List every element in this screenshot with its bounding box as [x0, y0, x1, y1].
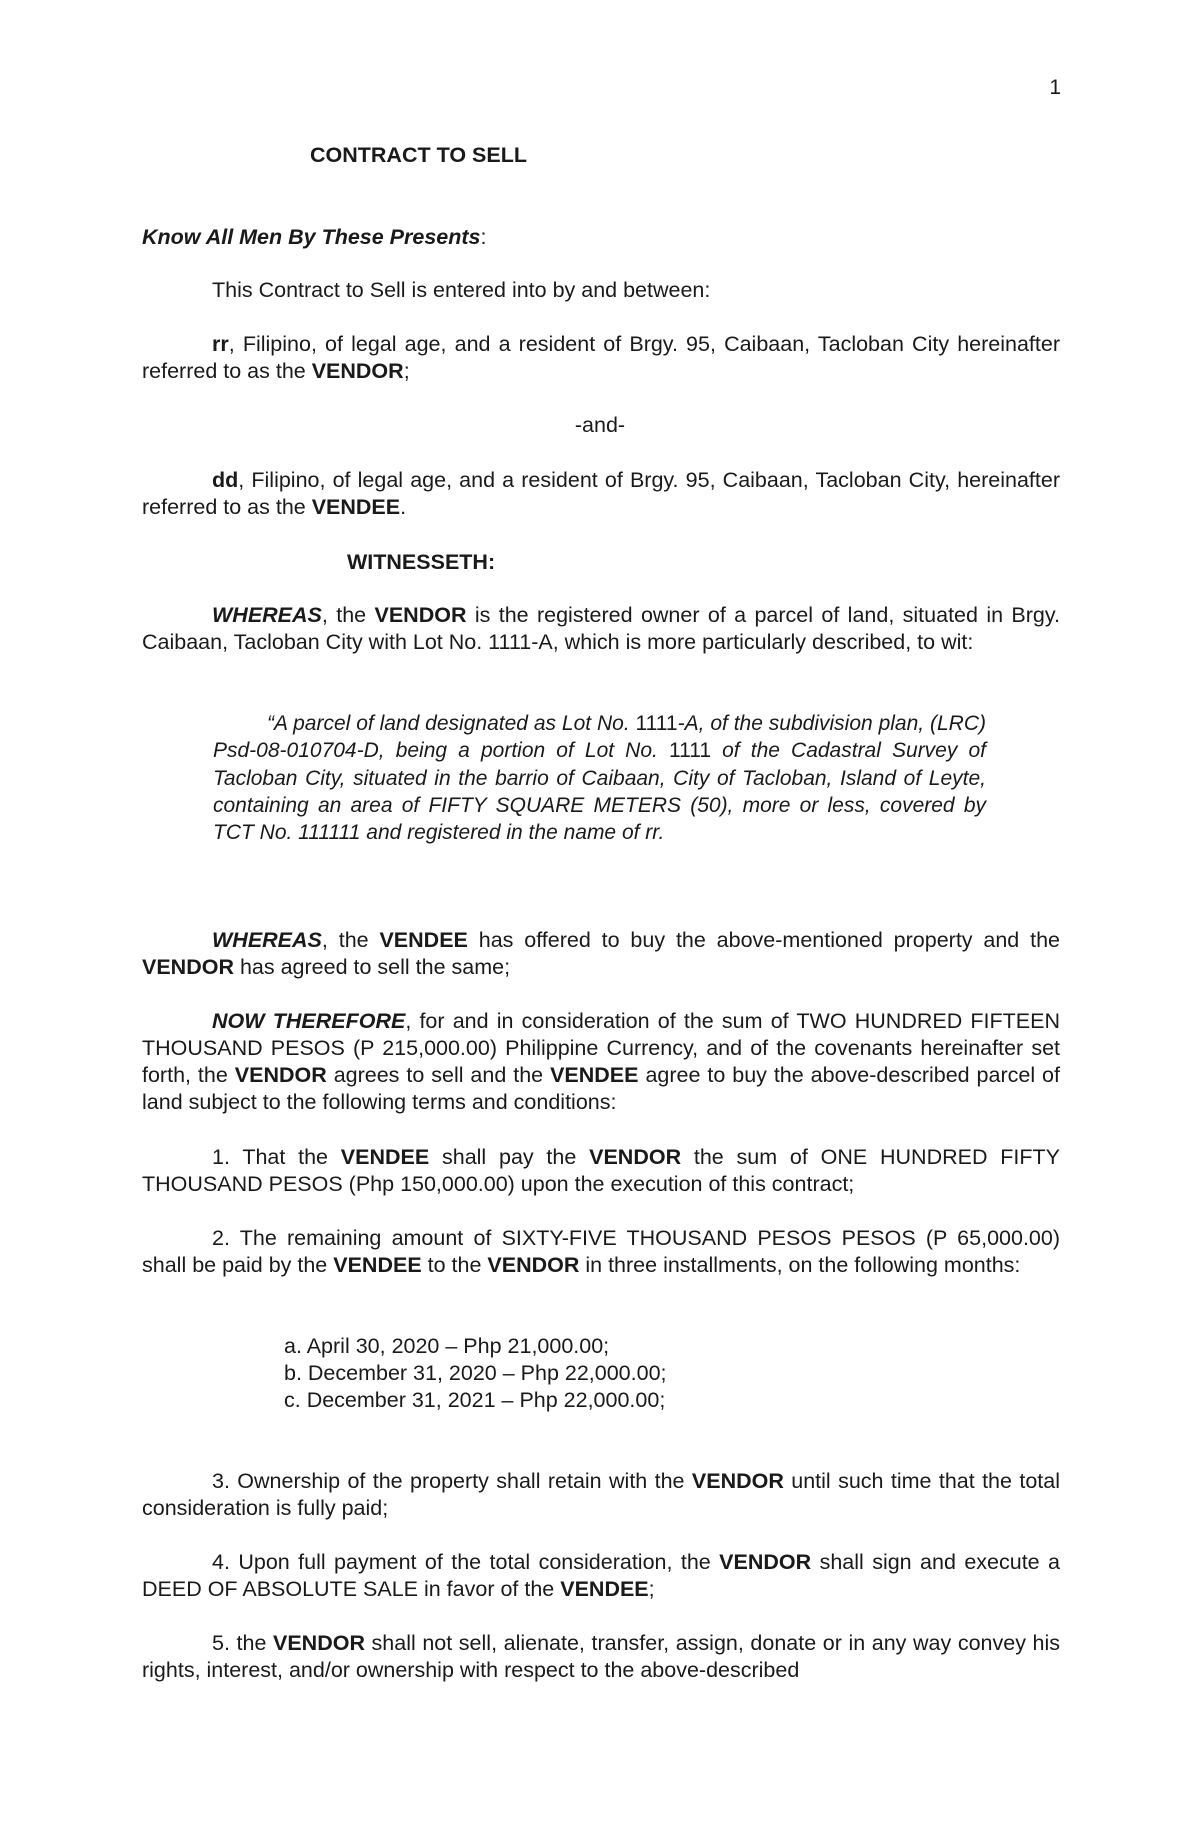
whereas2-text-a: , the — [321, 928, 380, 952]
and-separator: -and- — [574, 413, 626, 437]
whereas-paragraph-2 — [142, 927, 1060, 981]
whereas-paragraph-1 — [142, 602, 1060, 656]
term5-text-a: 5. the — [212, 1631, 273, 1655]
whereas2-text-c: has agreed to sell the same; — [233, 955, 511, 979]
term3-text-a: 3. Ownership of the property shall retain with the — [212, 1469, 692, 1493]
vendor-party-text: , Filipino, of legal age, and a resident of Brgy. 95, Caibaan, Tacloban City hereinafter referred to as the — [142, 332, 1060, 383]
now-therefore-vendee: VENDEE — [550, 1063, 639, 1087]
vendee-name: dd — [212, 468, 239, 492]
lot-number-2: 1111 — [668, 739, 712, 763]
term1-text-c: the sum of ONE HUNDRED FIFTY THOUSAND PESOS (Php 150,000.00) upon the execution of this contract; — [142, 1145, 1060, 1196]
now-therefore-text-c: agree to buy the above-described parcel of land subject to the following terms and conditions: — [142, 1063, 1060, 1114]
whereas2-vendee: VENDEE — [379, 928, 468, 952]
vendee-party-end: . — [400, 495, 407, 519]
know-all-colon: : — [480, 225, 487, 249]
vendor-party-end: ; — [403, 359, 410, 383]
term1-vendee: VENDEE — [340, 1145, 430, 1169]
intro-text: This Contract to Sell is entered into by and between: — [212, 278, 711, 302]
term2-text-b: to the — [421, 1253, 488, 1277]
term4-vendor: VENDOR — [719, 1550, 812, 1574]
term5-text-b: shall not sell, alienate, transfer, assign, donate or in any way convey his rights, interest, and/or ownership with respect to the above-described — [142, 1631, 1061, 1682]
whereas-label: WHEREAS — [212, 603, 322, 627]
now-therefore-text-a: , for and in consideration of the sum of TWO HUNDRED FIFTEEN THOUSAND PESOS (P 215,000.00) Philippine Currency, and of the covenants hereinafter set forth, the — [142, 1009, 1060, 1087]
witnesseth-heading: WITNESSETH: — [347, 550, 496, 574]
term3-vendor: VENDOR — [691, 1469, 784, 1493]
know-all-heading — [142, 224, 487, 251]
description-part-1: “A parcel of land designated as Lot No. — [267, 712, 636, 735]
term4-vendee: VENDEE — [560, 1577, 649, 1601]
term1-text-b: shall pay the — [429, 1145, 590, 1169]
term-2 — [142, 1225, 1060, 1279]
whereas2-vendor: VENDOR — [142, 955, 234, 979]
property-description — [213, 710, 986, 846]
know-all-text: Know All Men By These Presents — [142, 225, 481, 249]
term4-text-c: ; — [648, 1577, 655, 1601]
contract-title: CONTRACT TO SELL — [310, 143, 527, 167]
description-part-2: -A, of the subdivision plan, (LRC) Psd-08-010704-D, being a portion of Lot No. — [213, 712, 986, 763]
vendee-role: VENDEE — [311, 495, 401, 519]
whereas1-text-a: , the — [321, 603, 375, 627]
installment-a: a. April 30, 2020 – Php 21,000.00; — [284, 1334, 610, 1358]
intro-paragraph — [142, 277, 1060, 304]
lot-number-1: 1111 — [635, 712, 678, 735]
whereas2-text-b: has offered to buy the above-mentioned property and the — [467, 928, 1060, 952]
term4-text-b: shall sign and execute a DEED OF ABSOLUTE SALE in favor of the — [142, 1550, 1060, 1601]
term-1 — [142, 1144, 1060, 1198]
vendee-party-text: , Filipino, of legal age, and a resident of Brgy. 95, Caibaan, Tacloban City, hereinafter referred to as the — [142, 468, 1060, 519]
vendor-party-paragraph — [142, 331, 1060, 385]
term1-vendor: VENDOR — [589, 1145, 682, 1169]
installment-b: b. December 31, 2020 – Php 22,000.00; — [284, 1361, 667, 1385]
now-therefore-paragraph — [142, 1008, 1060, 1116]
term-3 — [142, 1468, 1060, 1522]
now-therefore-vendor: VENDOR — [234, 1063, 327, 1087]
term5-vendor: VENDOR — [272, 1631, 365, 1655]
term3-text-b: until such time that the total consideration is fully paid; — [142, 1469, 1060, 1520]
vendee-party-paragraph — [142, 467, 1060, 521]
term-4 — [142, 1549, 1060, 1603]
page-number: 1 — [1049, 76, 1061, 99]
whereas1-vendor: VENDOR — [374, 603, 467, 627]
installment-c: c. December 31, 2021 – Php 22,000.00; — [284, 1388, 666, 1412]
vendor-role: VENDOR — [311, 359, 404, 383]
term-5 — [142, 1630, 1060, 1684]
now-therefore-text-b: agrees to sell and the — [326, 1063, 551, 1087]
term4-text-a: 4. Upon full payment of the total consideration, the — [212, 1550, 720, 1574]
term2-vendee: VENDEE — [333, 1253, 422, 1277]
term1-text-a: 1. That the — [212, 1145, 341, 1169]
vendor-name: rr — [212, 332, 229, 356]
term2-text-a: 2. The remaining amount of SIXTY-FIVE THOUSAND PESOS PESOS (P 65,000.00) shall be paid by the — [142, 1226, 1060, 1277]
description-part-3: of the Cadastral Survey of Tacloban City, situated in the barrio of Caibaan, City of Tacloban, Island of Leyte, containing an area of FIFTY SQUARE METERS (50), more or less, covered by TCT No. 111111 and registered in the name of rr. — [213, 739, 986, 845]
now-therefore-label: NOW THEREFORE — [212, 1009, 406, 1033]
term2-text-c: in three installments, on the following months: — [579, 1253, 1021, 1277]
whereas-label-2: WHEREAS — [212, 928, 322, 952]
term2-vendor: VENDOR — [487, 1253, 580, 1277]
whereas1-text-b: is the registered owner of a parcel of land, situated in Brgy. Caibaan, Tacloban City with Lot No. 1111-A, which is more particularly described, to wit: — [142, 603, 1060, 654]
